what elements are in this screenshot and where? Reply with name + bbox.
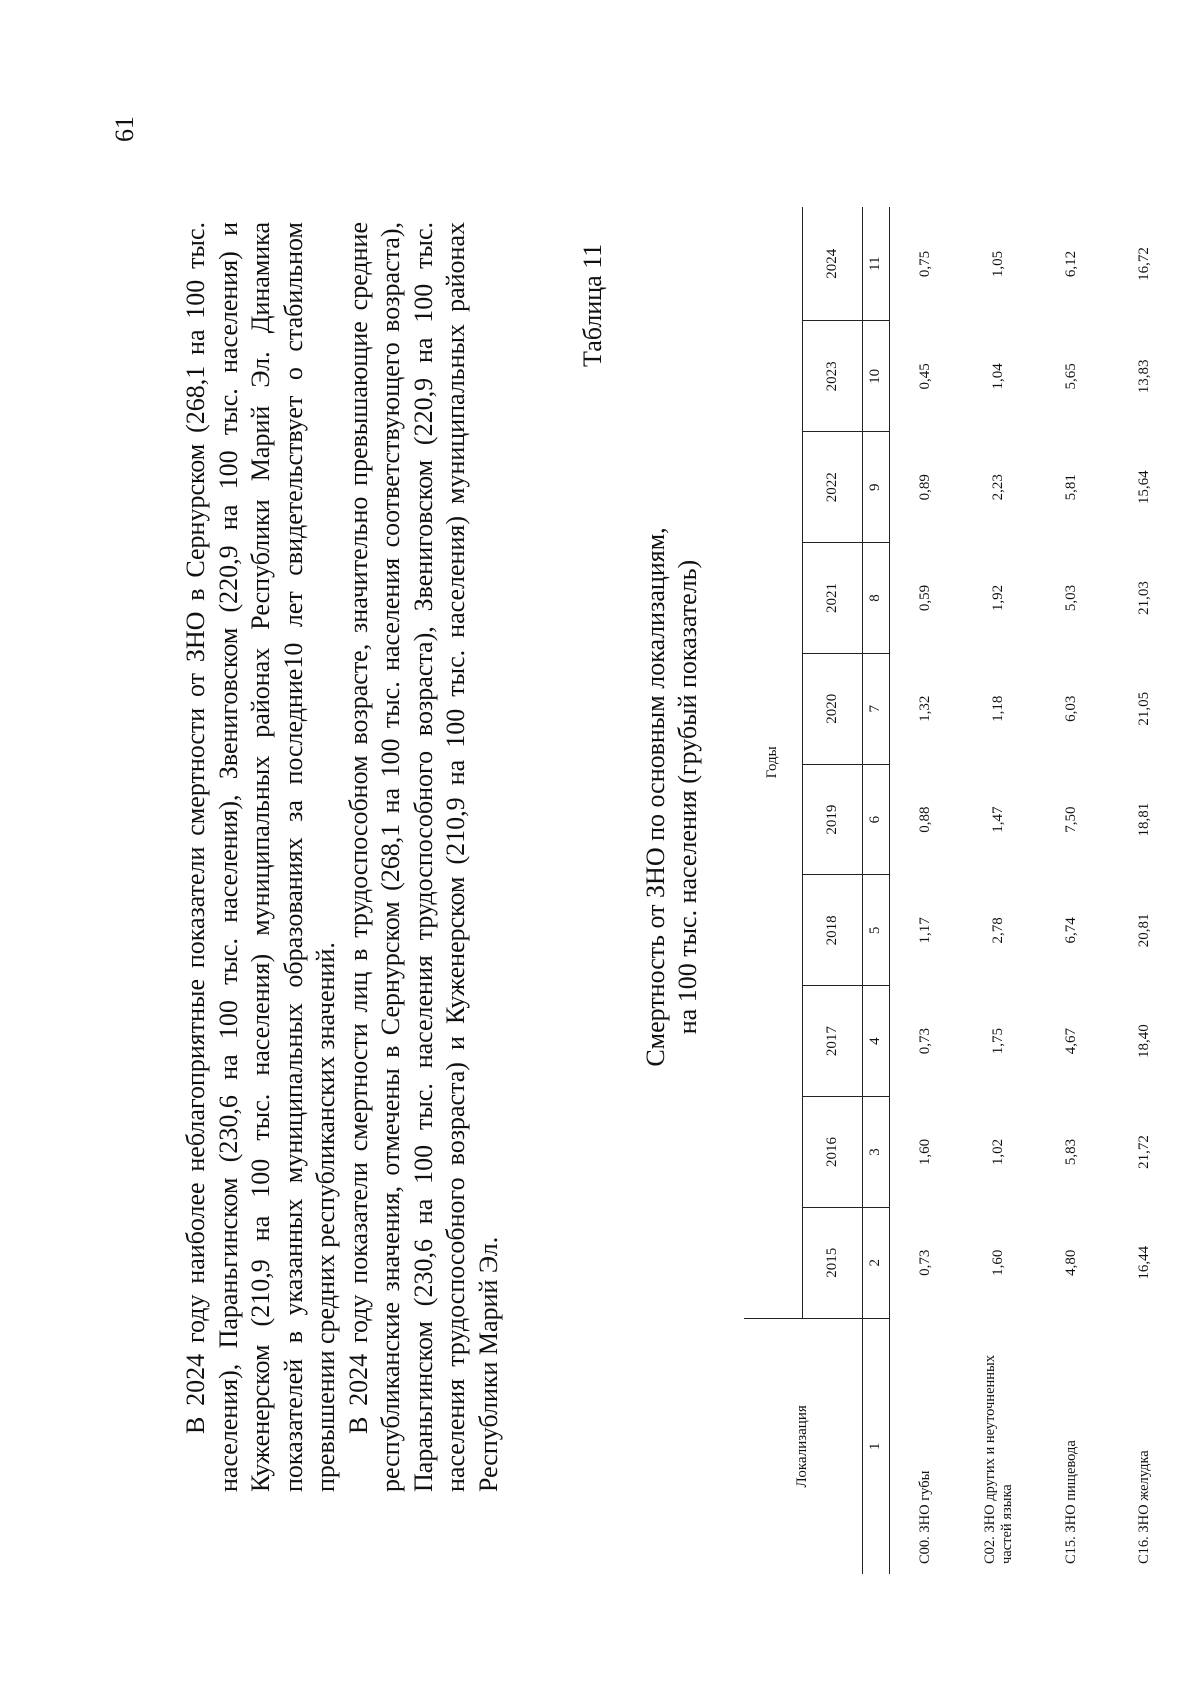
localization-name: С00. ЗНО губы bbox=[917, 1470, 934, 1564]
table-label: Таблица 11 bbox=[578, 243, 607, 367]
table-cell: 1,02 bbox=[990, 1138, 1006, 1166]
table-cell: 4,80 bbox=[1063, 1249, 1079, 1276]
table-row bbox=[1035, 207, 1108, 1574]
table-cell: 21,72 bbox=[1136, 1135, 1152, 1169]
year-header: 2022 bbox=[802, 432, 862, 543]
table-cell: 6,12 bbox=[1063, 250, 1079, 278]
table-cell: 1,32 bbox=[917, 695, 934, 722]
year-header: 2020 bbox=[802, 653, 862, 764]
table-cell: 1,04 bbox=[990, 363, 1006, 390]
table-cell: 5,03 bbox=[1063, 584, 1079, 612]
localization-name: С16. ЗНО желудка bbox=[1136, 1450, 1152, 1564]
table-cell: 21,03 bbox=[1136, 581, 1152, 615]
column-number: 4 bbox=[862, 986, 889, 1097]
column-number: 1 bbox=[862, 1318, 889, 1574]
year-header: 2015 bbox=[802, 1207, 862, 1318]
column-number: 7 bbox=[862, 653, 889, 764]
table-title-line-1: Смертность от ЗНО по основным локализациям, bbox=[641, 527, 670, 1067]
table-cell: 20,81 bbox=[1136, 913, 1152, 948]
table-cell: 1,05 bbox=[990, 250, 1006, 278]
column-number: 8 bbox=[862, 543, 889, 654]
localization-name: С02. ЗНО других и неуточненных частей языка bbox=[981, 1354, 1015, 1564]
page-number: 61 bbox=[110, 116, 139, 142]
table-cell: 2,78 bbox=[990, 917, 1006, 944]
table-cell: 1,60 bbox=[990, 1249, 1006, 1276]
localization-header: Локализация bbox=[744, 1318, 862, 1574]
year-header: 2017 bbox=[802, 986, 862, 1097]
paragraph-1: В 2024 году наиболее неблагоприятные показатели смертности от ЗНО в Сернурском (268,1 на 100 тыс. населения), Параньгинском (230,6 на 100 тыс. населения), Звениговском (220,9 на 100 тыс. населения) и Куженерском (210,9 на 100 тыс. населения) муниципальных районах Республики Марий Эл. Динамика показателей в указанных муниципальных образованиях за последние10 лет свидетельствует о стабильном превышении средних республиканских значений. bbox=[181, 222, 340, 1492]
body-text bbox=[180, 222, 505, 1492]
table-cell: 15,64 bbox=[1136, 470, 1152, 505]
table-cell: 1,47 bbox=[990, 806, 1006, 833]
table-cell: 5,65 bbox=[1063, 363, 1079, 390]
table-cell: 1,60 bbox=[917, 1138, 934, 1166]
table-cell: 2,23 bbox=[990, 474, 1006, 501]
table-cell: 1,18 bbox=[990, 695, 1006, 722]
table-cell: 16,72 bbox=[1136, 247, 1152, 281]
year-header: 2019 bbox=[802, 764, 862, 875]
table-cell: 5,81 bbox=[1063, 474, 1079, 501]
table-cell: 4,67 bbox=[1063, 1028, 1079, 1055]
table-cell: 1,17 bbox=[917, 917, 934, 944]
table-cell: 7,50 bbox=[1063, 806, 1079, 833]
table-cell: 1,92 bbox=[990, 584, 1006, 612]
table-cell: 1,75 bbox=[990, 1028, 1006, 1055]
table-row bbox=[889, 207, 962, 1574]
table-cell: 6,03 bbox=[1063, 695, 1079, 722]
table-cell: 0,59 bbox=[917, 584, 934, 612]
table-cell: 0,45 bbox=[917, 363, 934, 390]
table-cell: 18,40 bbox=[1136, 1024, 1152, 1059]
paragraph-2: В 2024 году показатели смертности лиц в трудоспособном возрасте, значительно превышающие средние республиканские значения, отмечены в Сернурском (268,1 на 100 тыс. населения соответствующего возраста), Параньгинском (230,6 на 100 тыс. населения трудоспособного возраста), Звениговском (220,9 на 100 тыс. населения трудоспособного возраста) и Куженерском (210,9 на 100 тыс. населения) муниципальных районах Республики Марий Эл. bbox=[343, 222, 503, 1492]
table-cell: 5,83 bbox=[1063, 1138, 1079, 1166]
column-number: 10 bbox=[862, 321, 889, 432]
table-cell: 0,89 bbox=[917, 474, 934, 501]
years-header: Годы bbox=[744, 207, 802, 1318]
table-cell: 0,88 bbox=[917, 806, 934, 833]
column-number: 11 bbox=[862, 207, 889, 321]
localization-name: С15. ЗНО пищевода bbox=[1063, 1440, 1079, 1564]
column-number: 6 bbox=[862, 764, 889, 875]
table-cell: 0,73 bbox=[917, 1028, 934, 1055]
table-cell: 6,74 bbox=[1063, 917, 1079, 944]
mortality-table bbox=[744, 207, 1181, 1574]
table-cell: 0,73 bbox=[917, 1249, 934, 1276]
table-cell: 16,44 bbox=[1136, 1245, 1152, 1280]
year-header: 2018 bbox=[802, 875, 862, 986]
column-number: 3 bbox=[862, 1097, 889, 1208]
table-cell: 21,05 bbox=[1136, 691, 1152, 726]
table-title-line-2: на 100 тыс. населения (грубый показатель) bbox=[673, 559, 702, 1035]
column-number: 2 bbox=[862, 1207, 889, 1318]
table-title bbox=[640, 367, 704, 1227]
year-header: 2023 bbox=[802, 321, 862, 432]
year-header: 2021 bbox=[802, 543, 862, 654]
table-cell: 0,75 bbox=[917, 250, 934, 278]
column-number: 5 bbox=[862, 875, 889, 986]
table-row bbox=[962, 207, 1035, 1574]
table-cell: 18,81 bbox=[1136, 802, 1152, 837]
year-header: 2024 bbox=[802, 207, 862, 321]
column-number: 9 bbox=[862, 432, 889, 543]
year-header: 2016 bbox=[802, 1097, 862, 1208]
table-row bbox=[1108, 207, 1181, 1574]
table-cell: 13,83 bbox=[1136, 359, 1152, 394]
